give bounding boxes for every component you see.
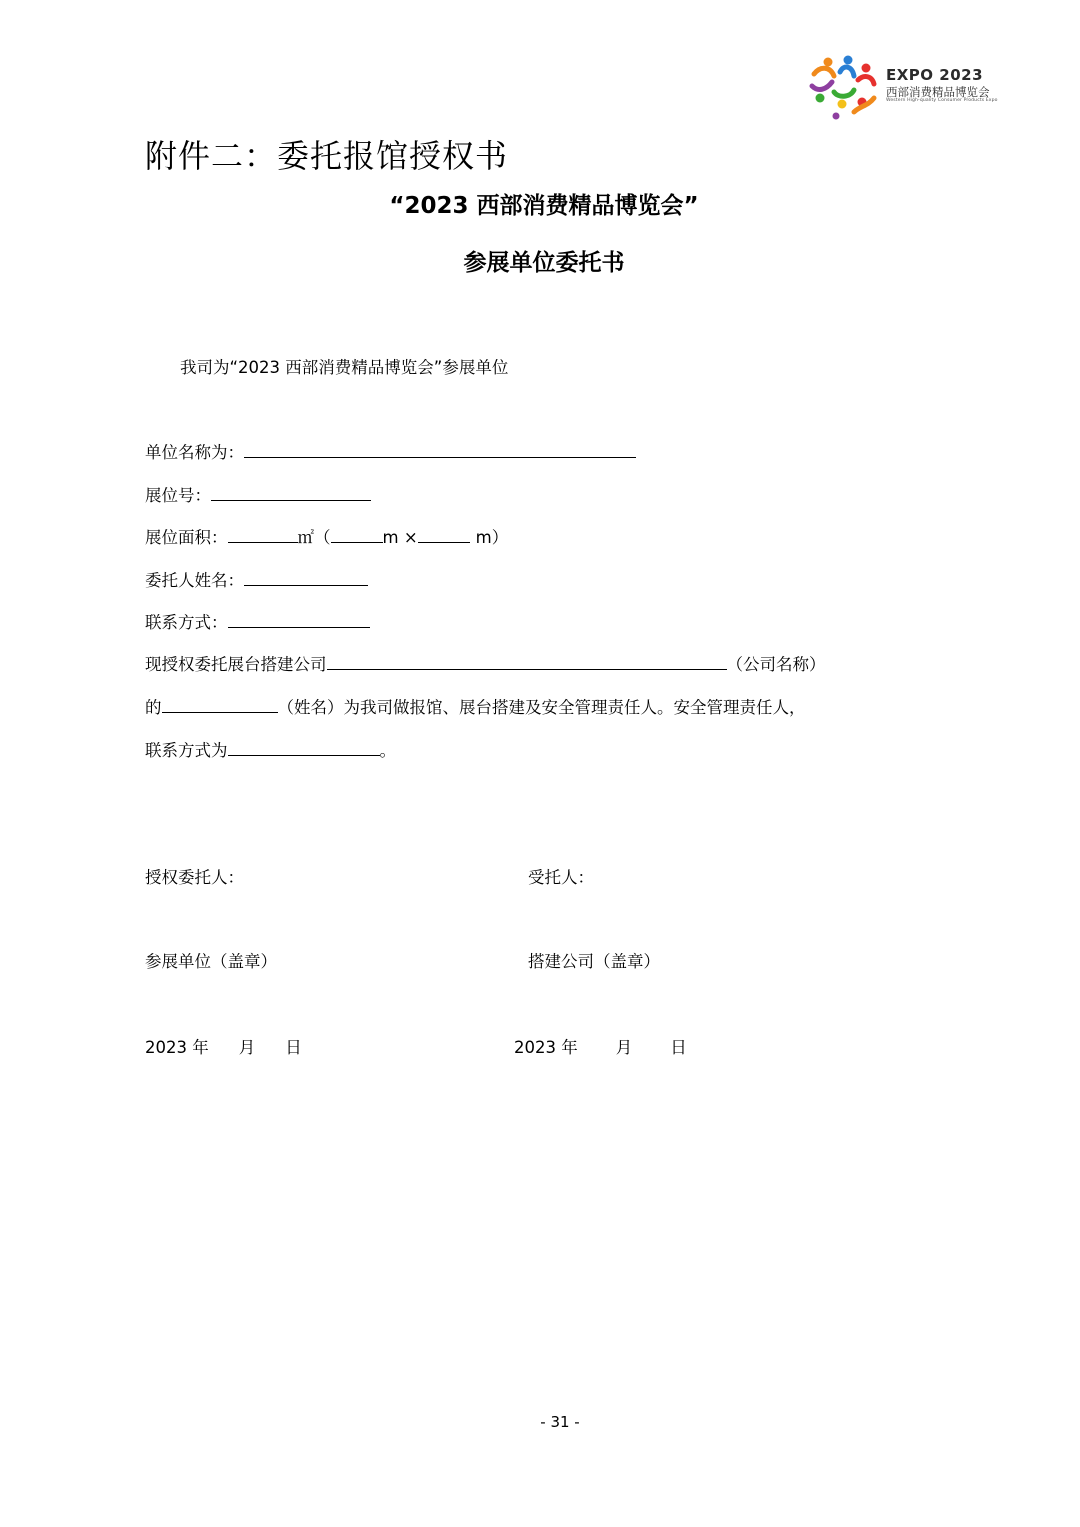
unit-name-row	[145, 439, 636, 463]
trustee-label: 受托人：	[528, 868, 594, 887]
left-day: 日	[285, 1038, 302, 1057]
attachment-heading: 附件二：委托报馆授权书	[145, 137, 509, 175]
document-title-line2: 参展单位委托书	[463, 250, 625, 276]
length-unit-text: m ×	[382, 528, 418, 547]
company-name-blank[interactable]	[327, 653, 727, 670]
booth-area-label: 展位面积：	[145, 528, 228, 547]
authorize-line2-suffix: （姓名）为我司做报馆、展台搭建及安全管理责任人。安全管理责任人，	[277, 698, 806, 717]
exhibitor-seal-label: 参展单位（盖章）	[145, 952, 277, 971]
person-name-blank[interactable]	[162, 696, 278, 713]
booth-no-blank[interactable]	[211, 484, 371, 501]
contact-blank[interactable]	[228, 611, 370, 628]
booth-no-label: 展位号：	[145, 486, 211, 505]
expo-figures-icon	[806, 52, 882, 124]
responsible-contact-blank[interactable]	[228, 739, 380, 756]
left-year: 2023 年	[145, 1038, 209, 1057]
authorizer-label: 授权委托人：	[145, 868, 244, 887]
right-month: 月	[615, 1038, 633, 1057]
client-name-blank[interactable]	[244, 569, 368, 586]
client-name-row	[145, 567, 368, 591]
authorize-line3-prefix: 联系方式为	[145, 741, 228, 760]
authorize-line3-suffix: 。	[379, 741, 396, 760]
booth-no-row	[145, 482, 371, 506]
contact-label: 联系方式：	[145, 613, 228, 632]
right-day: 日	[670, 1038, 687, 1057]
client-name-label: 委托人姓名：	[145, 571, 244, 590]
expo-logo	[806, 52, 1006, 124]
authorize-line1-prefix: 现授权委托展台搭建公司	[145, 655, 327, 674]
area-blank[interactable]	[228, 526, 298, 543]
authorize-line1-suffix: （公司名称）	[726, 655, 826, 674]
page-number: - 31 -	[540, 1413, 580, 1431]
width-blank[interactable]	[418, 526, 470, 543]
builder-seal-label: 搭建公司（盖章）	[528, 952, 660, 971]
booth-area-row	[145, 524, 508, 548]
authorize-line2-prefix: 的	[145, 698, 162, 717]
unit-name-blank[interactable]	[244, 441, 636, 458]
unit-name-label: 单位名称为：	[145, 443, 244, 462]
left-date	[145, 1034, 302, 1058]
document-title-line1: “2023 西部消费精品博览会”	[389, 193, 699, 219]
right-year: 2023 年	[514, 1038, 578, 1057]
right-date	[514, 1034, 687, 1058]
width-unit-text: m）	[475, 528, 509, 547]
authorize-line1	[145, 651, 826, 675]
intro-text: 我司为“2023 西部消费精品博览会”参展单位	[180, 358, 509, 377]
logo-cn-text: 西部消费精品博览会	[886, 85, 990, 99]
contact-row	[145, 609, 370, 633]
authorize-line3	[145, 737, 396, 761]
length-blank[interactable]	[331, 526, 383, 543]
area-unit-text: ㎡（	[297, 528, 331, 547]
logo-en-text: Western High-quality Consumer Products Expo	[886, 98, 998, 103]
logo-expo-text: EXPO 2023	[886, 66, 984, 84]
left-month: 月	[238, 1038, 256, 1057]
authorize-line2	[145, 694, 806, 718]
